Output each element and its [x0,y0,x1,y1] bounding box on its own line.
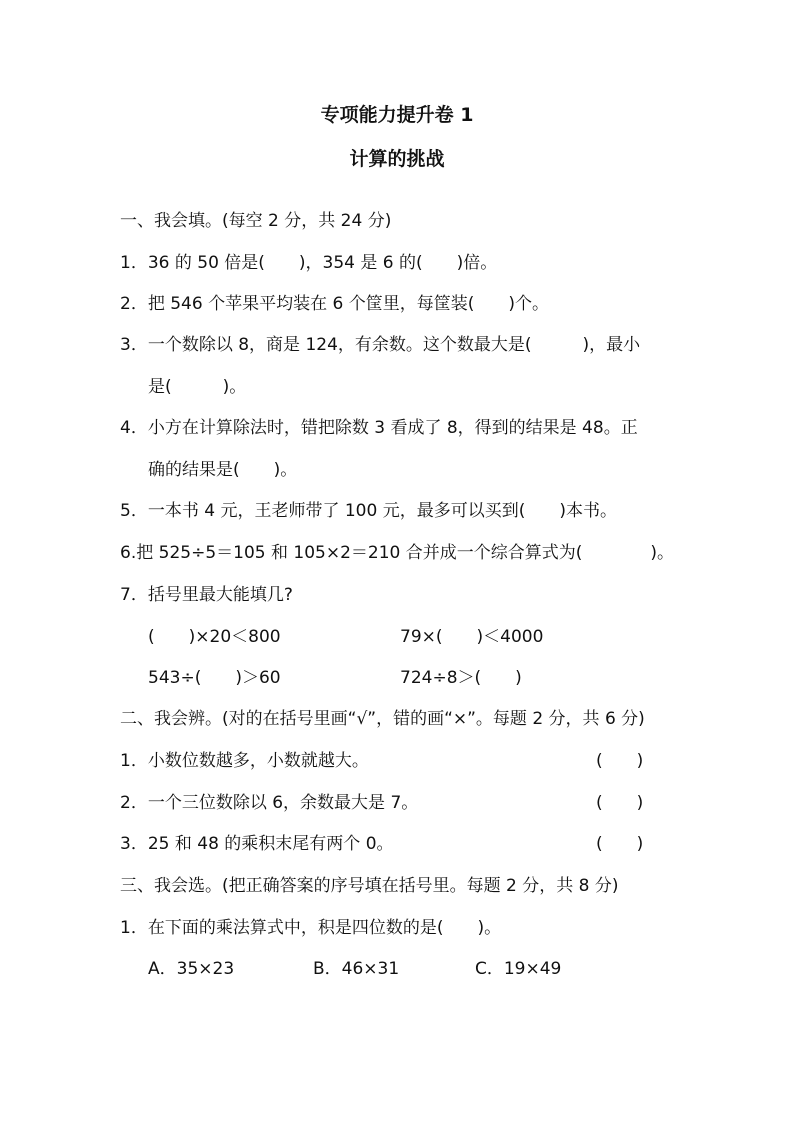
section2-heading: 二、我会辨。(对的在括号里画“√”，错的画“×”。每题 2 分，共 6 分) [120,709,645,729]
question-1-4-line1: 4．小方在计算除法时，错把除数 3 看成了 8，得到的结果是 48。正 [120,418,638,438]
page-title: 专项能力提升卷 1 [320,104,474,126]
judge-item-text: 1．小数位数越多，小数就越大。 [120,751,369,771]
judge-item-blank: ( ) [596,834,644,854]
judge-item-blank: ( ) [596,751,644,771]
question-1-4-line2: 确的结果是( )。 [148,460,298,480]
judge-item-text: 3．25 和 48 的乘积末尾有两个 0。 [120,834,394,854]
page-subtitle: 计算的挑战 [349,148,445,170]
question-1-2: 2．把 546 个苹果平均装在 6 个筐里，每筐装( )个。 [120,294,549,314]
question-1-7-item: 724÷8＞( ) [400,668,522,688]
question-1-7: 7．括号里最大能填几? [120,585,293,605]
choice-option-b: B．46×31 [313,959,400,979]
question-1-7-item: 79×( )＜4000 [400,627,544,647]
question-1-3-line2: 是( )。 [148,377,247,397]
question-3-1: 1．在下面的乘法算式中，积是四位数的是( )。 [120,918,502,938]
judge-item-blank: ( ) [596,793,644,813]
question-1-7-item: ( )×20＜800 [148,627,281,647]
question-1-6: 6.把 525÷5＝105 和 105×2＝210 合并成一个综合算式为( )。 [120,543,675,563]
section1-heading: 一、我会填。(每空 2 分，共 24 分) [120,211,392,231]
question-1-5: 5．一本书 4 元，王老师带了 100 元，最多可以买到( )本书。 [120,501,617,521]
choice-option-a: A．35×23 [148,959,235,979]
question-1-3-line1: 3．一个数除以 8，商是 124，有余数。这个数最大是( )，最小 [120,335,641,355]
choice-option-c: C．19×49 [475,959,562,979]
question-1-1: 1．36 的 50 倍是( )，354 是 6 的( )倍。 [120,253,498,273]
judge-item-text: 2．一个三位数除以 6，余数最大是 7。 [120,793,419,813]
section3-heading: 三、我会选。(把正确答案的序号填在括号里。每题 2 分，共 8 分) [120,876,619,896]
question-1-7-item: 543÷( )＞60 [148,668,281,688]
